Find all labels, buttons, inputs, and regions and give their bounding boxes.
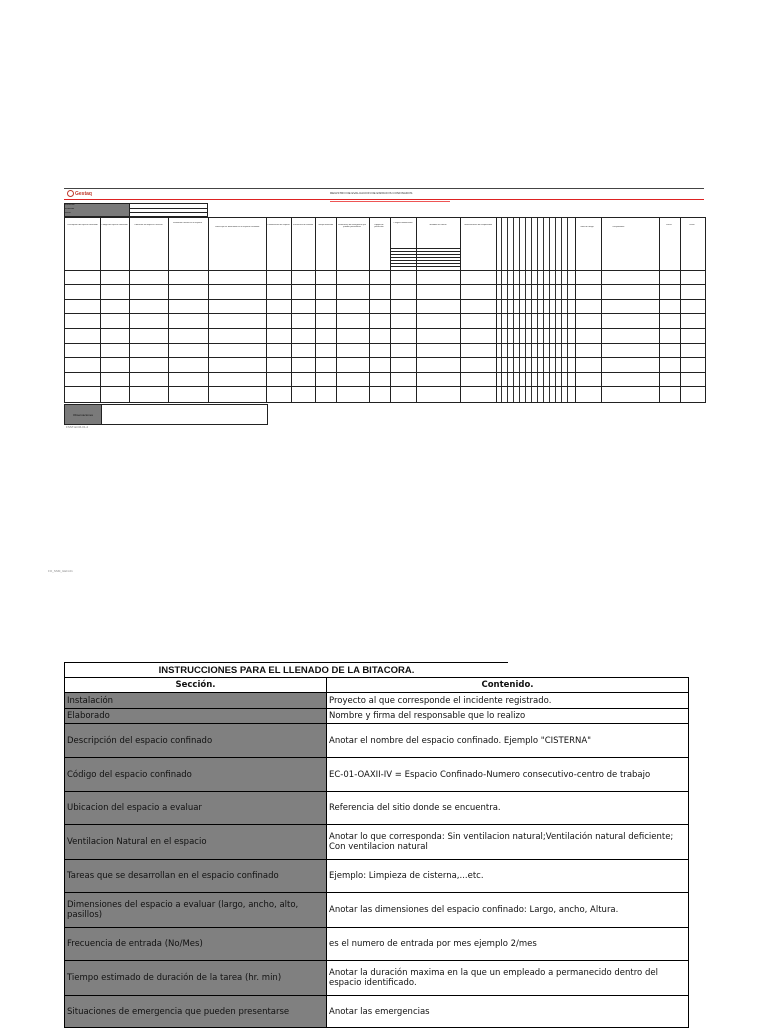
grid-check-column-line	[549, 218, 550, 402]
content-column-header: Contenido.	[327, 678, 689, 693]
logo-text: Gestaq	[75, 190, 92, 197]
form-title: REGISTRO DE EVALUACION DE ESPACIOS CONFINADOS	[330, 191, 413, 195]
grid-check-column-line	[513, 218, 514, 402]
form-info-box	[64, 203, 208, 217]
observations-label: Observaciones	[65, 405, 102, 424]
content-cell: Ejemplo: Limpieza de cisterna,...etc.	[327, 860, 689, 893]
grid-subheader-line	[390, 257, 460, 258]
table-row	[65, 961, 689, 996]
grid-header: Descripcion del espacio confinado	[67, 224, 98, 226]
form-red-rule-short	[330, 201, 450, 202]
grid-check-column-line	[561, 218, 562, 402]
grid-row-line	[65, 386, 705, 387]
grid-column-line	[168, 218, 169, 402]
grid-check-column-line	[555, 218, 556, 402]
section-cell: Instalación	[65, 693, 327, 709]
observations-box	[64, 404, 268, 425]
info-label-installation: Instalacion	[65, 204, 130, 208]
grid-row-line	[65, 372, 705, 373]
instructions-header-row	[65, 678, 689, 693]
grid-check-column-line	[519, 218, 520, 402]
instructions-title: INSTRUCCIONES PARA EL LLENADO DE LA BITACORA.	[64, 662, 508, 679]
table-row	[65, 792, 689, 825]
grid-check-column-line	[525, 218, 526, 402]
grid-row-line	[65, 284, 705, 285]
grid-row-line	[65, 313, 705, 314]
grid-header: Ubicacion del espacio a evaluar	[134, 224, 163, 226]
grid-column-line	[390, 218, 391, 402]
grid-subheader-line	[390, 260, 460, 261]
grid-column-line	[266, 218, 267, 402]
section-cell: Descripción del espacio confinado	[65, 724, 327, 758]
grid-subheader-line	[390, 263, 460, 264]
grid-column-line	[336, 218, 337, 402]
grid-column-line	[575, 218, 576, 402]
grid-column-line	[496, 218, 497, 402]
section-cell: Elaborado	[65, 709, 327, 724]
instructions-table	[64, 677, 689, 1028]
section-cell: Frecuencia de entrada (No/Mes)	[65, 928, 327, 961]
grid-header: Frecuencia de entrada	[292, 224, 313, 226]
table-row	[65, 693, 689, 709]
grid-column-line	[680, 218, 681, 402]
form-grid	[64, 217, 706, 403]
table-row	[65, 996, 689, 1028]
info-row-date	[65, 212, 207, 216]
section-cell: Tareas que se desarrollan en el espacio confinado	[65, 860, 327, 893]
content-cell: Anotar las emergencias	[327, 996, 689, 1028]
content-cell: Anotar las dimensiones del espacio confinado: Largo, ancho, Altura.	[327, 893, 689, 928]
content-cell: EC-01-OAXII-IV = Espacio Confinado-Numero consecutivo-centro de trabajo	[327, 758, 689, 792]
grid-column-line	[369, 218, 370, 402]
content-cell: Anotar lo que corresponda: Sin ventilacion natural;Ventilación natural deficiente; Con ventilacion natural	[327, 825, 689, 860]
grid-subheader-line	[390, 248, 460, 249]
section-cell: Dimensiones del espacio a evaluar (largo, ancho, alto, pasillos)	[65, 893, 327, 928]
section-cell: Código del espacio confinado	[65, 758, 327, 792]
grid-check-column-line	[537, 218, 538, 402]
section-cell: Tiempo estimado de duración de la tarea (hr. min)	[65, 961, 327, 996]
grid-column-line	[100, 218, 101, 402]
content-cell: Nombre y firma del responsable que lo realizo	[327, 709, 689, 724]
grid-subheader-line	[390, 251, 460, 252]
grid-column-line	[416, 218, 417, 402]
grid-header: Observaciones del responsable	[463, 224, 493, 226]
grid-subheader-line	[390, 254, 460, 255]
company-logo	[67, 190, 92, 197]
info-label-date: Fecha	[65, 212, 130, 216]
section-cell: Ventilacion Natural en el espacio	[65, 825, 327, 860]
grid-column-line	[129, 218, 130, 402]
info-label-elaborated: Elaborado	[65, 208, 130, 212]
grid-header: Equipo de proteccion	[374, 224, 384, 229]
table-row	[65, 928, 689, 961]
grid-header: Nivel de riesgo	[580, 226, 594, 228]
grid-column-line	[460, 218, 461, 402]
form-red-rule	[64, 199, 704, 200]
grid-column-line	[208, 218, 209, 402]
grid-row-line	[65, 328, 705, 329]
table-row	[65, 825, 689, 860]
grid-header: Situaciones de emergencia que pueden presentarse	[337, 224, 367, 229]
grid-row-line	[65, 270, 705, 271]
grid-header: Firma	[689, 224, 695, 226]
grid-check-column-line	[501, 218, 502, 402]
content-cell: es el numero de entrada por mes ejemplo 2/mes	[327, 928, 689, 961]
side-code: FO_SSM_GEN-01	[48, 569, 73, 573]
grid-column-line	[291, 218, 292, 402]
grid-check-column-line	[531, 218, 532, 402]
table-row	[65, 709, 689, 724]
grid-check-column-line	[567, 218, 568, 402]
grid-header: Medidas de control	[429, 224, 447, 226]
table-row	[65, 758, 689, 792]
grid-header: Codigo del espacio confinado	[101, 224, 128, 226]
grid-header: Responsable	[612, 226, 625, 228]
section-cell: Situaciones de emergencia que pueden presentarse	[65, 996, 327, 1028]
content-cell: Referencia del sitio donde se encuentra.	[327, 792, 689, 825]
grid-header: Tareas que se desarrollan en el espacio confinado	[214, 226, 260, 228]
grid-check-column-line	[543, 218, 544, 402]
table-row	[65, 860, 689, 893]
form-top-rule	[64, 188, 704, 189]
grid-header: Peligros identificados	[393, 222, 413, 224]
grid-header: Tiempo estimado	[317, 224, 334, 226]
grid-header: Dimensiones del espacio	[267, 224, 290, 226]
section-cell: Ubicacion del espacio a evaluar	[65, 792, 327, 825]
grid-header: Ventilacion Natural en el espacio	[172, 222, 203, 224]
content-cell: Anotar el nombre del espacio confinado. Ejemplo "CISTERNA"	[327, 724, 689, 758]
grid-row-line	[65, 357, 705, 358]
grid-check-column-line	[507, 218, 508, 402]
content-cell: Anotar la duración maxima en la que un empleado a permanecido dentro del espacio identificado.	[327, 961, 689, 996]
grid-subheader-line	[390, 266, 460, 267]
grid-header: Fecha	[666, 224, 672, 226]
grid-row-line	[65, 343, 705, 344]
table-row	[65, 893, 689, 928]
content-cell: Proyecto al que corresponde el incidente registrado.	[327, 693, 689, 709]
table-row	[65, 724, 689, 758]
grid-row-line	[65, 299, 705, 300]
grid-column-line	[659, 218, 660, 402]
grid-column-line	[601, 218, 602, 402]
grid-column-line	[315, 218, 316, 402]
form-footer-code: FSST-ECM-01-2	[66, 425, 89, 429]
section-column-header: Sección.	[65, 678, 327, 693]
